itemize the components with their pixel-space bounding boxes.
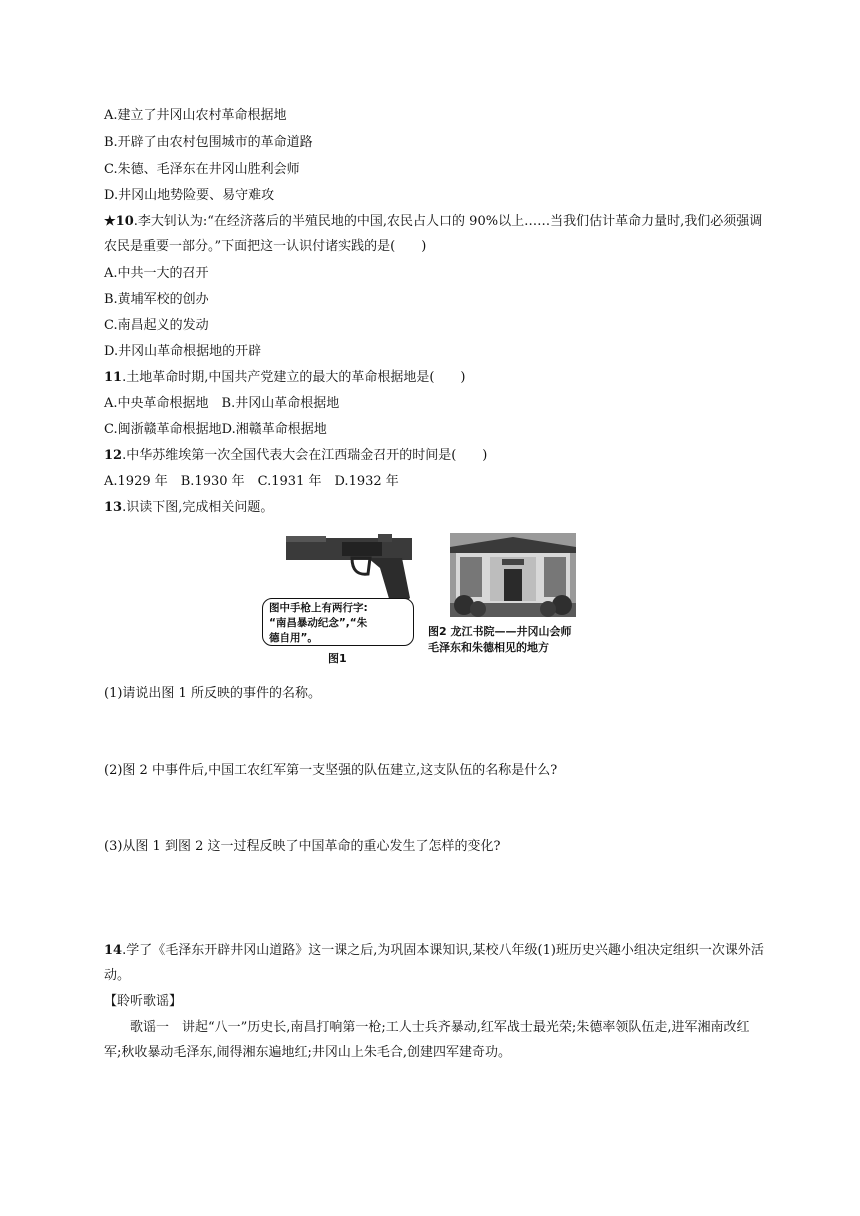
q13-stem-text: .识读下图,完成相关问题。 (122, 500, 274, 515)
q10-stem-line2: 农民是重要一部分。”下面把这一认识付诸实践的是( ) (104, 239, 427, 254)
figure1-caption: 图1 (328, 652, 347, 665)
q10-star: ★ (104, 214, 116, 229)
q10-number: 10 (115, 214, 134, 229)
q10-option-d: D.井冈山革命根据地的开辟 (104, 344, 262, 359)
q11-stem-text: .土地革命时期,中国共产党建立的最大的革命根据地是( ) (122, 370, 466, 385)
q10-option-a: A.中共一大的召开 (104, 266, 209, 281)
bubble-line-3: 德自用”。 (269, 632, 318, 644)
q11-number: 11 (104, 370, 123, 385)
q12-stem-text: .中华苏维埃第一次全国代表大会在江西瑞金召开的时间是( ) (122, 448, 488, 463)
q10-option-c: C.南昌起义的发动 (104, 318, 209, 333)
q9-option-c: C.朱德、毛泽东在井冈山胜利会师 (104, 162, 300, 177)
q11-options-line1: A.中央革命根据地 B.井冈山革命根据地 (104, 396, 340, 411)
figure1-speech-bubble (262, 598, 414, 646)
q12-stem (104, 446, 487, 466)
q13-stem (104, 498, 273, 518)
q14-stem-text-1: .学了《毛泽东开辟井冈山道路》这一课之后,为巩固本课知识,某校八年级(1)班历史兴趣小组决定组织一次课外活 (122, 943, 764, 958)
bubble-line-1: 图中手枪上有两行字: (269, 602, 368, 614)
q14-stem-line2: 动。 (104, 968, 131, 983)
q11-options-line2: C.闽浙赣革命根据地D.湘赣革命根据地 (104, 422, 327, 437)
q14-section-title: 【聆听歌谣】 (104, 994, 183, 1009)
longjiang-academy-photo (450, 533, 576, 617)
q12-number: 12 (104, 448, 123, 463)
bubble-line-2: “南昌暴动纪念”,“朱 (269, 617, 368, 629)
figure2-caption (428, 624, 571, 656)
q14-song-line2: 军;秋收暴动毛泽东,闹得湘东遍地红;井冈山上朱毛合,创建四军建奇功。 (104, 1045, 512, 1060)
q13-sub2: (2)图 2 中事件后,中国工农红军第一支坚强的队伍建立,这支队伍的名称是什么? (104, 763, 558, 778)
q9-option-a: A.建立了井冈山农村革命根据地 (104, 108, 287, 123)
q10-option-b: B.黄埔军校的创办 (104, 292, 209, 307)
pistol-image (282, 528, 422, 608)
q13-sub3: (3)从图 1 到图 2 这一过程反映了中国革命的重心发生了怎样的变化? (104, 839, 501, 854)
q14-song-line1: 歌谣一 讲起“八一”历史长,南昌打响第一枪;工人士兵齐暴动,红军战士最光荣;朱德率领队伍走,进军湘南改红 (130, 1020, 750, 1035)
q9-option-d: D.井冈山地势险要、易守难攻 (104, 188, 275, 203)
q10-stem-text-1: .李大钊认为:“在经济落后的半殖民地的中国,农民占人口的 90%以上……当我们估计革命力量时,我们必须强调 (133, 214, 763, 229)
q13-number: 13 (104, 500, 123, 515)
q9-option-b: B.开辟了由农村包围城市的革命道路 (104, 135, 313, 150)
figure2-caption-line2: 毛泽东和朱德相见的地方 (428, 641, 549, 654)
q13-sub1: (1)请说出图 1 所反映的事件的名称。 (104, 686, 321, 701)
figure2-caption-line1: 图2 龙江书院——井冈山会师 (428, 625, 572, 638)
q11-stem (104, 368, 466, 388)
q12-options: A.1929 年 B.1930 年 C.1931 年 D.1932 年 (104, 474, 399, 489)
q14-stem (104, 941, 764, 961)
q14-number: 14 (104, 943, 123, 958)
q10-stem (104, 212, 762, 232)
